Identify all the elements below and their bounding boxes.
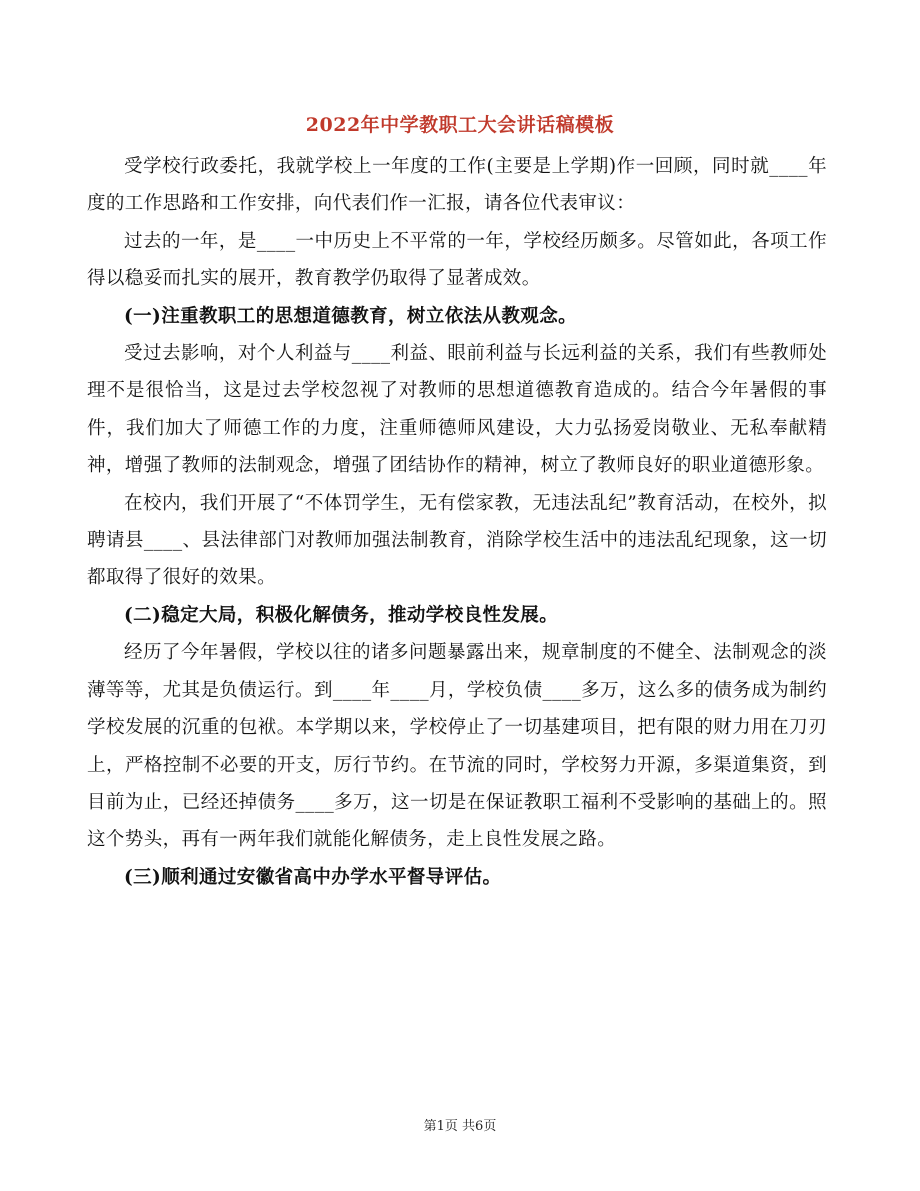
page-number: 第1页 共6页 [423,1119,497,1134]
paragraph-debt: 经历了今年暑假，学校以往的诸多问题暴露出来，规章制度的不健全、法制观念的淡薄等等，尤其是负债运行。到____年____月，学校负债____多万，这么多的债务成为制约学校发展的沉重的包袱。本学期以来，学校停止了一切基建项目，把有限的财力用在刀刃上，严格控制不必要的开支，厉行节约。在节流的同时，学校努力开源，多渠道集资，到目前为止，已经还掉债务____多万，这一切是在保证教职工福利不受影响的基础上的。照这个势头，再有一两年我们就能化解债务，走上良性发展之路。 [87,642,827,851]
section-heading-3: (三)顺利通过安徽省高中办学水平督导评估。 [124,866,502,888]
paragraph-intro: 受学校行政委托，我就学校上一年度的工作(主要是上学期)作一回顾，同时就____年度的工作思路和工作安排，向代表们作一汇报，请各位代表审议： [87,156,827,215]
paragraph-past-year: 过去的一年，是____一中历史上不平常的一年，学校经历颇多。尽管如此，各项工作得以稳妥而扎实的展开，教育教学仍取得了显著成效。 [87,230,827,290]
section-heading-2: (二)稳定大局，积极化解债务，推动学校良性发展。 [124,604,559,626]
document-title: 2022年中学教职工大会讲话稿模板 [305,114,615,136]
paragraph-legal-education: 在校内，我们开展了“不体罚学生，无有偿家教，无违法乱纪”教育活动，在校外，拟聘请县____、县法律部门对教师加强法制教育，消除学校生活中的违法乱纪现象，这一切都取得了很好的效果。 [87,492,827,589]
paragraph-ethics: 受过去影响，对个人利益与____利益、眼前利益与长远利益的关系，我们有些教师处理不是很恰当，这是过去学校忽视了对教师的思想道德教育造成的。结合今年暑假的事件，我们加大了师德工作的力度，注重师德师风建设，大力弘扬爱岗敬业、无私奉献精神，增强了教师的法制观念，增强了团结协作的精神，树立了教师良好的职业道德形象。 [87,343,827,477]
section-heading-1: (一)注重教职工的思想道德教育，树立依法从教观念。 [124,305,578,327]
document-body [87,148,827,896]
